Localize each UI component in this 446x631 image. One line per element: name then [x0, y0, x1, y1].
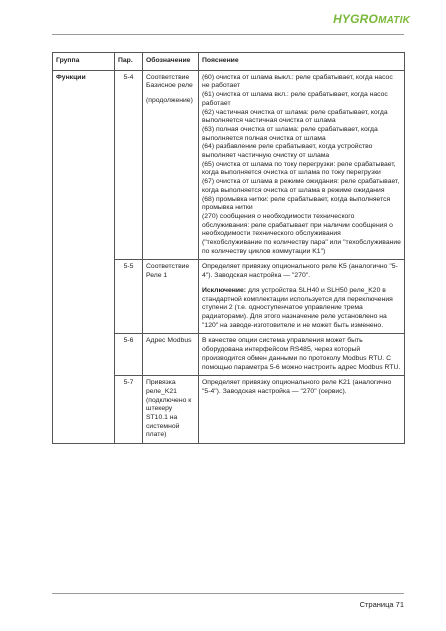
column-header-explanation: Пояснение	[199, 53, 405, 71]
page-number: Страница 71	[359, 600, 404, 609]
designation-cell: Соответствие Реле 1	[143, 260, 199, 334]
column-header-designation: Обозначение	[143, 53, 199, 71]
par-cell: 5-5	[115, 260, 143, 334]
group-cell: Функции	[53, 70, 115, 443]
explanation-cell: Определяет привязку опционального реле K21 (аналогично "5-4"). Заводская настройка — "270" (сервис).	[199, 376, 405, 444]
designation-cell: Адрес Modbus	[143, 334, 199, 376]
par-cell: 5-6	[115, 334, 143, 376]
par-cell: 5-7	[115, 376, 143, 444]
column-header-par: Пар.	[115, 53, 143, 71]
table-row	[53, 70, 405, 260]
footer-rule	[52, 593, 404, 594]
hygromatik-logo: HYGROMATIK	[333, 12, 410, 26]
par-cell: 5-4	[115, 70, 143, 260]
explanation-cell: (60) очистка от шлама выкл.: реле срабатывает, когда насос не работает (61) очистка от шлама вкл.: реле срабатывает, когда насос работает (62) частичная очистка от шлама: реле срабатывает, когда выполняется частичная очистка от шлама (63) полная очистка от шлама: реле срабатывает, когда выполняется полная очистка от шлама (64) разбавление реле срабатывает, когда устройство выполняет частичную очистку от шлама (65) очистка от шлама по току перегрузки: реле срабатывает, когда выполняется очистка от шлама по току перегрузки (67) очистка от шлама в режиме ожидания: реле срабатывает, когда выполняется очистка от шлама в режиме ожидания (68) промывка нитки: реле срабатывает, когда выполняется промывка нитки (270) сообщения о необходимости технического обслуживания: реле срабатывает при наличии сообщения о необходимости технического обслуживания ("техобслуживание по количеству пара" или "техобслуживание по количеству циклов коммутации K1")	[199, 70, 405, 260]
designation-cell: Привязка реле_K21 (подключено к штекеру ST10.1 на системной плате)	[143, 376, 199, 444]
column-header-group: Группа	[53, 53, 115, 71]
header-rule	[52, 34, 404, 35]
explanation-cell: Определяет привязку опционального реле K5 (аналогично "5-4"). Заводская настройка — "270". Исключение: для устройства SLH40 и SLH50 реле_K20 в стандартной комплектации используется для переключения ступени 2 (т.е. одноступенчатое управление трема радиаторами). Для этого назначение реле установлено на "120" на заводе-изготовителе и не может быть изменено.	[199, 260, 405, 334]
explanation-cell: В качестве опции система управления может быть оборудована интерфейсом RS485, через который производится обмен данными по протоколу Modbus RTU. С помощью параметра 5-6 можно настроить адрес Modbus RTU.	[199, 334, 405, 376]
parameter-table	[52, 52, 405, 444]
table-header-row	[53, 53, 405, 71]
designation-cell: Соответствие Базисное реле (продолжение)	[143, 70, 199, 260]
